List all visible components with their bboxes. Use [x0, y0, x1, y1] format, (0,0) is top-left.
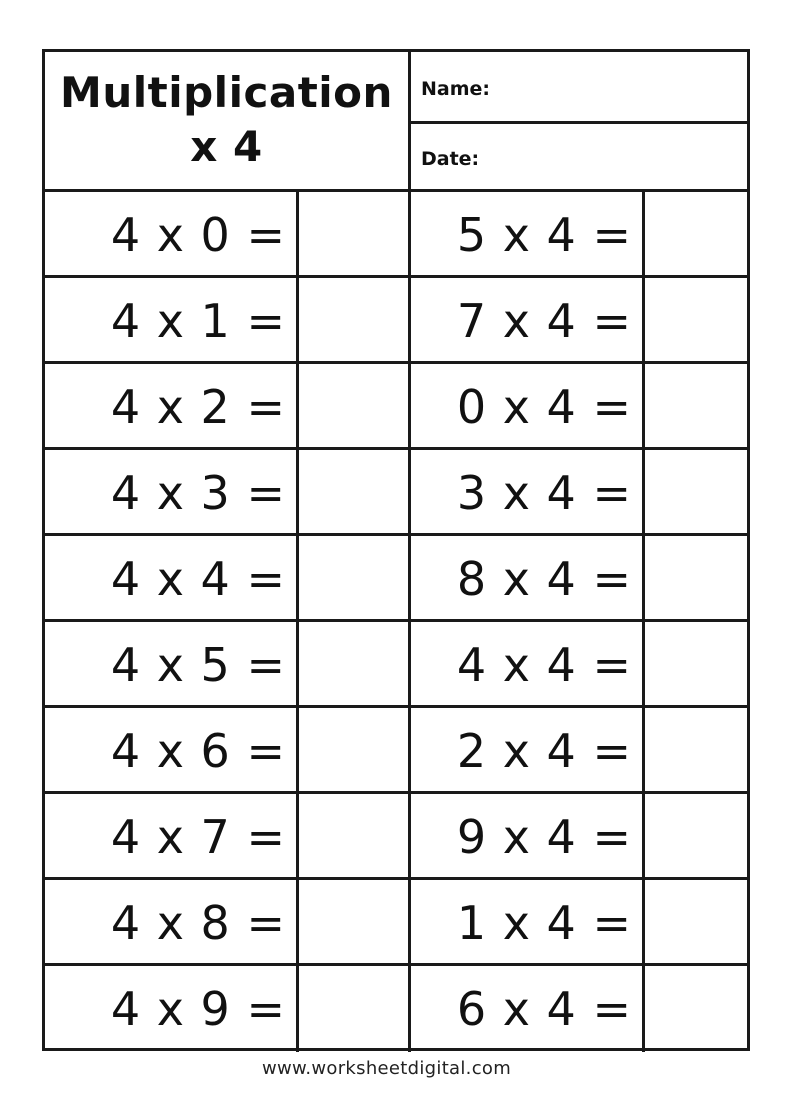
right-answer-box[interactable] — [645, 880, 747, 963]
right-problem: 0 x 4 = — [411, 364, 645, 447]
left-answer-box[interactable] — [299, 192, 411, 275]
date-label: Date: — [421, 148, 480, 170]
right-problem: 7 x 4 = — [411, 278, 645, 361]
left-answer-box[interactable] — [299, 708, 411, 791]
left-answer-box[interactable] — [299, 880, 411, 963]
right-problem: 9 x 4 = — [411, 794, 645, 877]
left-problem: 4 x 8 = — [45, 880, 299, 963]
left-answer-box[interactable] — [299, 622, 411, 705]
worksheet-title: Multiplication — [60, 68, 393, 117]
left-answer-box[interactable] — [299, 536, 411, 619]
title-box — [45, 52, 411, 189]
left-problem: 4 x 0 = — [45, 192, 299, 275]
left-answer-box[interactable] — [299, 364, 411, 447]
left-answer-box[interactable] — [299, 278, 411, 361]
date-field[interactable] — [411, 124, 747, 189]
right-answer-box[interactable] — [645, 536, 747, 619]
worksheet — [42, 49, 750, 1051]
right-answer-box[interactable] — [645, 622, 747, 705]
left-answer-box[interactable] — [299, 794, 411, 877]
problem-row — [45, 450, 747, 536]
right-answer-box[interactable] — [645, 708, 747, 791]
left-problem: 4 x 1 = — [45, 278, 299, 361]
right-problem: 3 x 4 = — [411, 450, 645, 533]
right-answer-box[interactable] — [645, 450, 747, 533]
left-problem: 4 x 4 = — [45, 536, 299, 619]
right-problem: 1 x 4 = — [411, 880, 645, 963]
problem-row — [45, 794, 747, 880]
problem-row — [45, 278, 747, 364]
right-answer-box[interactable] — [645, 278, 747, 361]
right-answer-box[interactable] — [645, 364, 747, 447]
right-problem: 8 x 4 = — [411, 536, 645, 619]
left-problem: 4 x 2 = — [45, 364, 299, 447]
left-problem: 4 x 6 = — [45, 708, 299, 791]
right-problem: 4 x 4 = — [411, 622, 645, 705]
left-problem: 4 x 3 = — [45, 450, 299, 533]
left-problem: 4 x 9 = — [45, 966, 299, 1052]
problem-row — [45, 880, 747, 966]
right-problem: 6 x 4 = — [411, 966, 645, 1052]
right-answer-box[interactable] — [645, 966, 747, 1052]
name-label: Name: — [421, 78, 491, 100]
problem-row — [45, 192, 747, 278]
left-problem: 4 x 7 = — [45, 794, 299, 877]
left-answer-box[interactable] — [299, 450, 411, 533]
problem-row — [45, 536, 747, 622]
footer-url: www.worksheetdigital.com — [261, 1058, 512, 1079]
right-problem: 2 x 4 = — [411, 708, 645, 791]
right-answer-box[interactable] — [645, 794, 747, 877]
name-field[interactable] — [411, 52, 747, 124]
worksheet-subtitle: x 4 — [190, 122, 263, 171]
right-answer-box[interactable] — [645, 192, 747, 275]
left-answer-box[interactable] — [299, 966, 411, 1052]
problem-row — [45, 966, 747, 1052]
problem-grid — [45, 192, 747, 1048]
problem-row — [45, 708, 747, 794]
problem-row — [45, 364, 747, 450]
right-problem: 5 x 4 = — [411, 192, 645, 275]
left-problem: 4 x 5 = — [45, 622, 299, 705]
problem-row — [45, 622, 747, 708]
worksheet-header — [45, 52, 747, 192]
